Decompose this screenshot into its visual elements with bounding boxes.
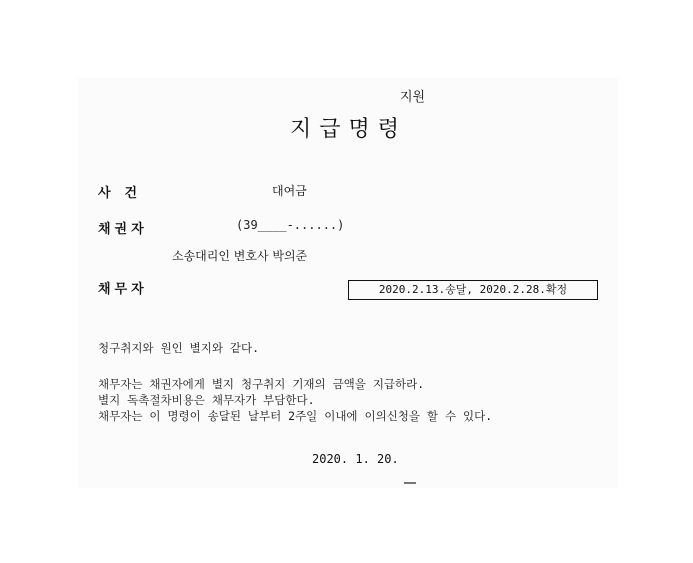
case-name: 대여금 — [272, 184, 307, 198]
creditor-id-redacted: (39____-......) — [236, 218, 345, 232]
service-status-box: 2020.2.13.송달, 2020.2.28.확정 — [348, 280, 598, 300]
creditor-label: 채권자 — [98, 222, 148, 237]
order-line: 채무자는 채권자에게 별지 청구취지 기재의 금액을 지급하라. — [98, 377, 425, 391]
claim-statement: 청구취지와 원인 별지와 같다. — [98, 341, 260, 355]
court-name: 지원 — [400, 90, 426, 105]
legal-agent: 소송대리인 변호사 박의준 — [172, 249, 308, 263]
case-label: 사건 — [98, 186, 152, 201]
scan-mark — [404, 482, 416, 484]
order-line: 채무자는 이 명령이 송달된 날부터 2주일 이내에 이의신청을 할 수 있다. — [98, 409, 493, 423]
order-line: 별지 독촉절차비용은 채무자가 부담한다. — [98, 393, 315, 407]
debtor-label: 채무자 — [98, 282, 148, 297]
issue-date: 2020. 1. 20. — [312, 452, 399, 466]
document-title: 지급명령 — [290, 117, 408, 142]
